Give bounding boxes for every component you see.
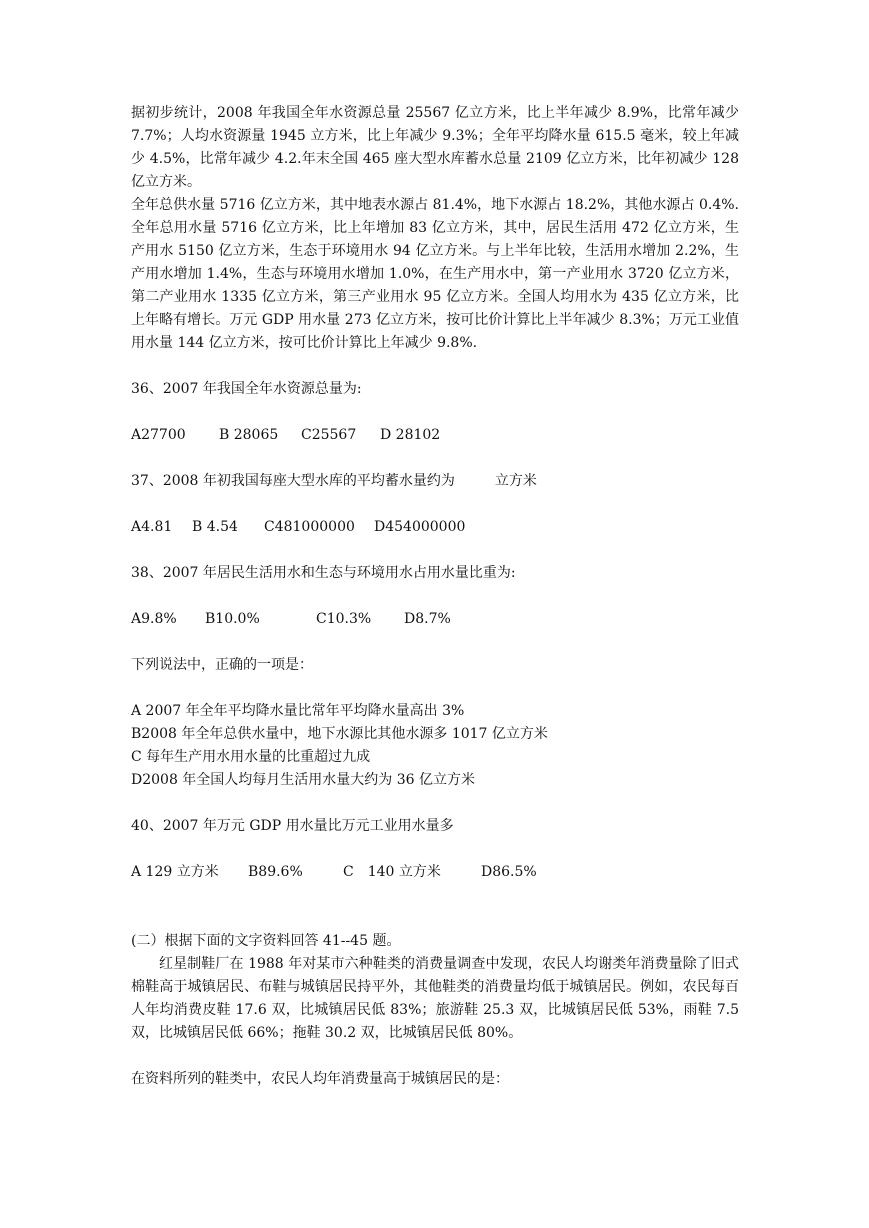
question-41: 在资料所列的鞋类中，农民人均年消费量高于城镇居民的是： xyxy=(131,1071,509,1087)
option-d: D 28102 xyxy=(380,427,441,443)
passage-paragraph-1: 据初步统计，2008 年我国全年水资源总量 25567 亿立方米，比上半年减少 8.9%，比常年减少 7.7%；人均水资源量 1945 立方米，比上年减少 9.3%；全年平均降水量 615.5 毫米，较上年减少 4.5%，比常年减少 4.2.年末全国 465 座大型水库蓄水总量 2109 亿立方米，比年初减少 128 亿立方米。 xyxy=(131,105,739,190)
option-d: D86.5% xyxy=(481,864,537,880)
option-a: A 129 立方米 xyxy=(131,864,219,880)
question-37-unit: 立方米 xyxy=(494,473,537,489)
option-b: B10.0% xyxy=(205,611,260,627)
document-page xyxy=(131,102,739,1091)
question-39-option-a: A 2007 年全年平均降水量比常年平均降水量高出 3% xyxy=(131,703,465,719)
question-37 xyxy=(131,470,739,493)
question-38-options xyxy=(131,608,739,631)
question-38: 38、2007 年居民生活用水和生态与环境用水占用水量比重为: xyxy=(131,565,516,581)
question-40: 40、2007 年万元 GDP 用水量比万元工业用水量多 xyxy=(131,818,454,834)
question-39-option-c: C 每年生产用水用水量的比重超过九成 xyxy=(131,749,371,765)
question-36: 36、2007 年我国全年水资源总量为: xyxy=(131,381,362,397)
option-d: D454000000 xyxy=(374,519,466,535)
question-37-options xyxy=(131,516,739,539)
option-a: A9.8% xyxy=(131,611,177,627)
question-39-option-b: B2008 年全年总供水量中，地下水源比其他水源多 1017 亿立方米 xyxy=(131,726,548,742)
option-c: C481000000 xyxy=(264,519,355,535)
section-2-heading: (二）根据下面的文字资料回答 41--45 题。 xyxy=(131,933,401,949)
option-d: D8.7% xyxy=(404,611,451,627)
option-a: A4.81 xyxy=(131,519,173,535)
option-c: C10.3% xyxy=(316,611,372,627)
option-c: C 140 立方米 xyxy=(343,864,441,880)
question-39: 下列说法中，正确的一项是： xyxy=(131,657,313,673)
passage-paragraph-2: 全年总供水量 5716 亿立方米，其中地表水源占 81.4%，地下水源占 18.2%，其他水源占 0.4%. 全年总用水量 5716 亿立方米，比上年增加 83 亿立方米，其中，居民生活用 472 亿立方米，生产用水 5150 亿立方米，生态于环境用水 94 亿立方米。与上半年比较，生活用水增加 2.2%，生产用水增加 1.4%，生态与环境用水增加 1.0%，在生产用水中，第一产业用水 3720 亿立方米，第二产业用水 1335 亿立方米，第三产业用水 95 亿立方米。全国人均用水为 435 亿立方米，比上年略有增长。万元 GDP 用水量 273 亿立方米，按可比价计算比上半年减少 8.3%；万元工业值用水量 144 亿立方米，按可比价计算比上年减少 9.8%. xyxy=(131,197,739,351)
option-b: B89.6% xyxy=(248,864,303,880)
section-2-body: 红星制鞋厂在 1988 年对某市六种鞋类的消费量调查中发现，农民人均谢类年消费量除了旧式棉鞋高于城镇居民、布鞋与城镇居民持平外，其他鞋类的消费量均低于城镇居民。例如，农民每百人年均消费皮鞋 17.6 双，比城镇居民低 83%；旅游鞋 25.3 双，比城镇居民低 53%，雨鞋 7.5 双，比城镇居民低 66%；拖鞋 30.2 双，比城镇居民低 80%。 xyxy=(131,956,739,1041)
option-b: B 4.54 xyxy=(192,519,238,535)
option-a: A27700 xyxy=(131,427,186,443)
option-c: C25567 xyxy=(301,427,357,443)
question-40-options xyxy=(131,861,739,884)
question-37-text: 37、2008 年初我国每座大型水库的平均蓄水量约为 xyxy=(131,473,455,489)
question-36-options xyxy=(131,424,739,447)
question-39-option-d: D2008 年全国人均每月生活用水量大约为 36 亿立方米 xyxy=(131,772,476,788)
option-b: B 28065 xyxy=(219,427,279,443)
